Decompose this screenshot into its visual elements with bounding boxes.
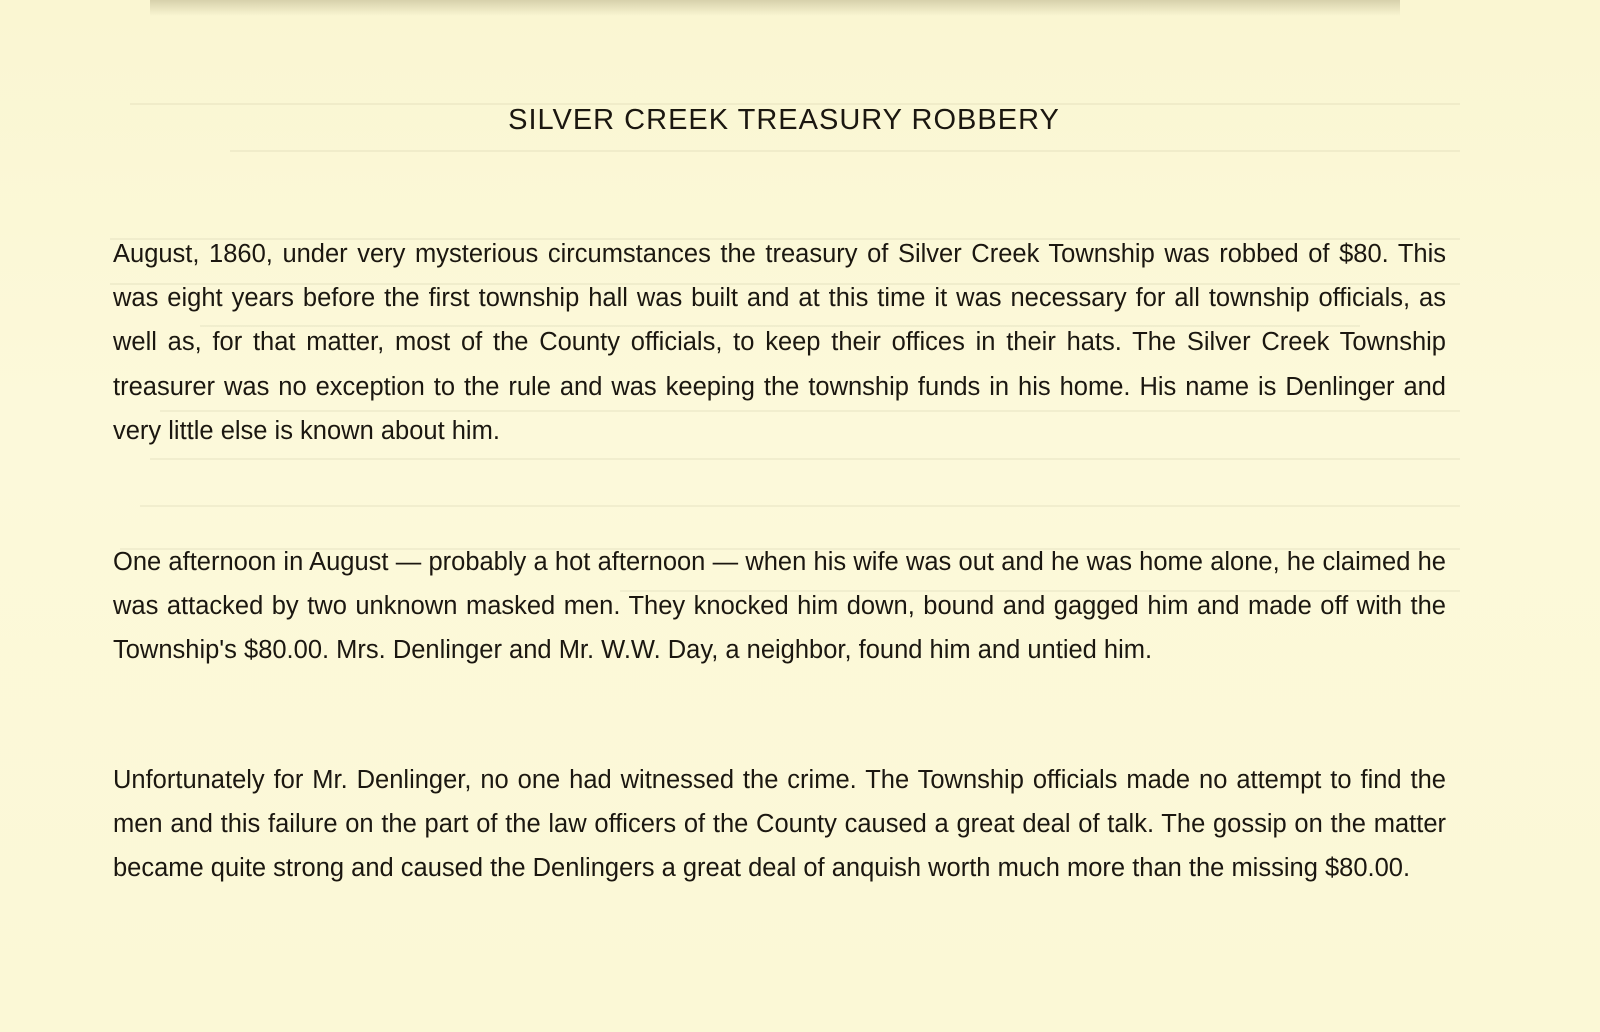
paragraph-robbery-intro: August, 1860, under very mysterious circumstances the treasury of Silver Creek Township was robbed of $80. This was eight years before the first township hall was built and at this time it was necessary for all township officials, as well as, for that matter, most of the County officials, to keep their offices in their hats. The Silver Creek Township treasurer was no exception to the rule and was keeping the township funds in his home. His name is Denlinger and very little else is known about him. — [113, 240, 1446, 445]
paragraph-attack-account: One afternoon in August — probably a hot afternoon — when his wife was out and he was home alone, he claimed he was attacked by two unknown masked men. They knocked him down, bound and gagged him and made off with the Township's $80.00. Mrs. Denlinger and Mr. W.W. Day, a neighbor, found him and untied him. — [113, 548, 1446, 665]
document-title: SILVER CREEK TREASURY ROBBERY — [508, 104, 1060, 136]
scan-shadow — [150, 0, 1400, 16]
paragraph-aftermath: Unfortunately for Mr. Denlinger, no one had witnessed the crime. The Township officials made no attempt to find the men and this failure on the part of the law officers of the County caused a great deal of talk. The gossip on the matter became quite strong and caused the Denlingers a great deal of anquish worth much more than the missing $80.00. — [113, 766, 1446, 883]
